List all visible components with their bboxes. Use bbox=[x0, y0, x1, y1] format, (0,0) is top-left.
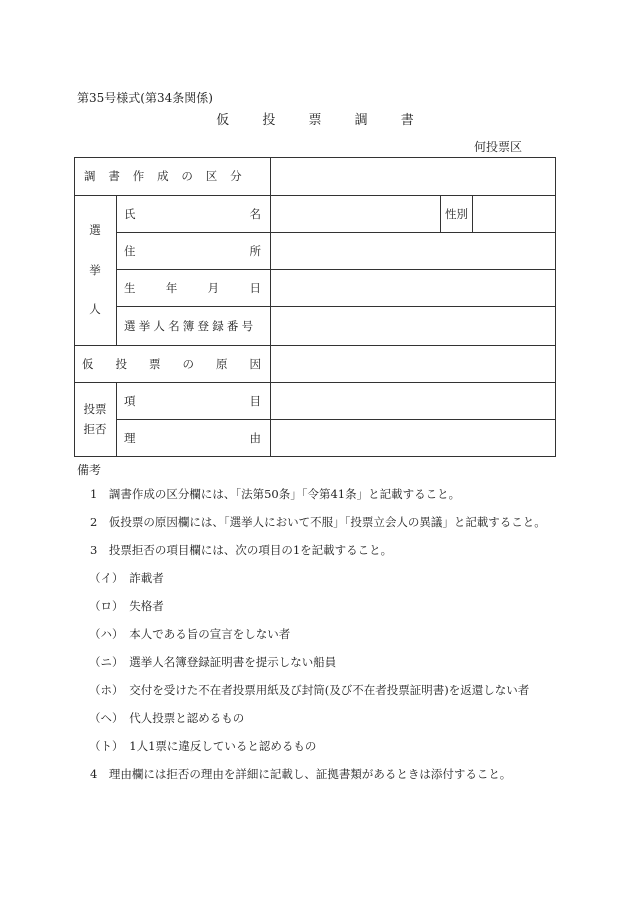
refusal-group-text: 投票 bbox=[83, 402, 107, 416]
reason-label-char: 原 bbox=[216, 357, 228, 371]
remark-subitem: （ト） 1人1票に違反していると認めるもの bbox=[89, 739, 317, 753]
gender-label bbox=[445, 196, 472, 232]
title-char: 書 bbox=[400, 113, 414, 128]
reason-label-char: 票 bbox=[149, 357, 161, 371]
refusal-item-field[interactable] bbox=[271, 383, 555, 419]
address-field[interactable] bbox=[271, 233, 555, 269]
district-label: 何投票区 bbox=[474, 140, 523, 154]
refusal-item-label bbox=[124, 383, 261, 419]
title-char: 票 bbox=[308, 113, 322, 128]
title-char: 投 bbox=[262, 113, 276, 128]
gender-label-text: 性別 bbox=[445, 207, 468, 221]
elector-char: 挙 bbox=[89, 262, 101, 277]
provisional-reason-field[interactable] bbox=[271, 346, 555, 382]
remark-item: 1 調書作成の区分欄には、「法第50条」「令第41条」と記載すること。 bbox=[90, 487, 461, 501]
reason-label-char: 仮 bbox=[82, 357, 94, 371]
register-number-field[interactable] bbox=[271, 307, 555, 345]
reason-sub-label-char: 理 bbox=[124, 431, 136, 445]
dob-label-char: 日 bbox=[249, 281, 261, 295]
dob-label-char: 月 bbox=[207, 281, 220, 295]
name-field[interactable] bbox=[271, 196, 440, 232]
title-char: 調 bbox=[354, 113, 368, 128]
vote-refusal-group-label bbox=[74, 383, 116, 456]
date-of-birth-label bbox=[124, 270, 261, 306]
form-number-label: 第35号様式(第34条関係) bbox=[77, 91, 213, 105]
address-label-char: 住 bbox=[124, 244, 136, 258]
elector-char: 選 bbox=[89, 223, 101, 238]
elector-char: 人 bbox=[89, 302, 101, 317]
remark-item: 2 仮投票の原因欄には、「選挙人において不服」「投票立会人の異議」と記載すること。 bbox=[90, 515, 546, 529]
provisional-vote-form-table bbox=[74, 157, 556, 457]
item-label-char: 項 bbox=[124, 394, 136, 408]
title-char: 仮 bbox=[216, 113, 230, 128]
reason-label-char: の bbox=[182, 357, 194, 371]
address-label-char: 所 bbox=[249, 244, 261, 258]
item-label-char: 目 bbox=[249, 394, 261, 408]
refusal-reason-label bbox=[124, 420, 261, 456]
reason-label-char: 因 bbox=[249, 357, 261, 371]
document-title bbox=[0, 109, 630, 128]
provisional-reason-label bbox=[82, 346, 261, 382]
remark-subitem: （ロ） 失格者 bbox=[89, 599, 164, 613]
remark-subitem: （ホ） 交付を受けた不在者投票用紙及び封筒(及び不在者投票証明書)を返還しない者 bbox=[89, 683, 530, 697]
category-label-text: 調 書 作 成 の 区 分 bbox=[84, 169, 242, 183]
refusal-reason-field[interactable] bbox=[271, 420, 555, 456]
remark-subitem: （イ） 詐載者 bbox=[89, 571, 164, 585]
refusal-group-text: 拒否 bbox=[83, 421, 107, 436]
reason-label-char: 投 bbox=[115, 357, 127, 371]
name-label-char: 名 bbox=[249, 207, 261, 221]
remark-item: 4 理由欄には拒否の理由を詳細に記載し、証拠書類があるときは添付すること。 bbox=[90, 767, 512, 781]
name-label-char: 氏 bbox=[124, 207, 136, 221]
gender-field[interactable] bbox=[473, 196, 555, 232]
date-of-birth-field[interactable] bbox=[271, 270, 555, 306]
elector-group-label bbox=[74, 196, 116, 345]
remark-subitem: （ハ） 本人である旨の宣言をしない者 bbox=[89, 627, 291, 641]
remarks-heading: 備考 bbox=[77, 463, 102, 477]
remark-subitem: （ニ） 選挙人名簿登録証明書を提示しない船員 bbox=[89, 655, 337, 669]
dob-label-char: 生 bbox=[124, 281, 136, 295]
remark-subitem: （ヘ） 代人投票と認めるもの bbox=[89, 711, 245, 725]
address-label bbox=[124, 233, 261, 269]
reason-sub-label-char: 由 bbox=[249, 431, 261, 445]
dob-label-char: 年 bbox=[165, 281, 178, 295]
remark-item: 3 投票拒否の項目欄には、次の項目の1を記載すること。 bbox=[90, 543, 393, 557]
register-number-label bbox=[124, 307, 264, 345]
category-field[interactable] bbox=[271, 158, 555, 195]
category-label bbox=[84, 157, 260, 195]
register-number-label-text: 選挙人名簿登録番号 bbox=[124, 319, 257, 333]
name-label bbox=[124, 196, 261, 232]
